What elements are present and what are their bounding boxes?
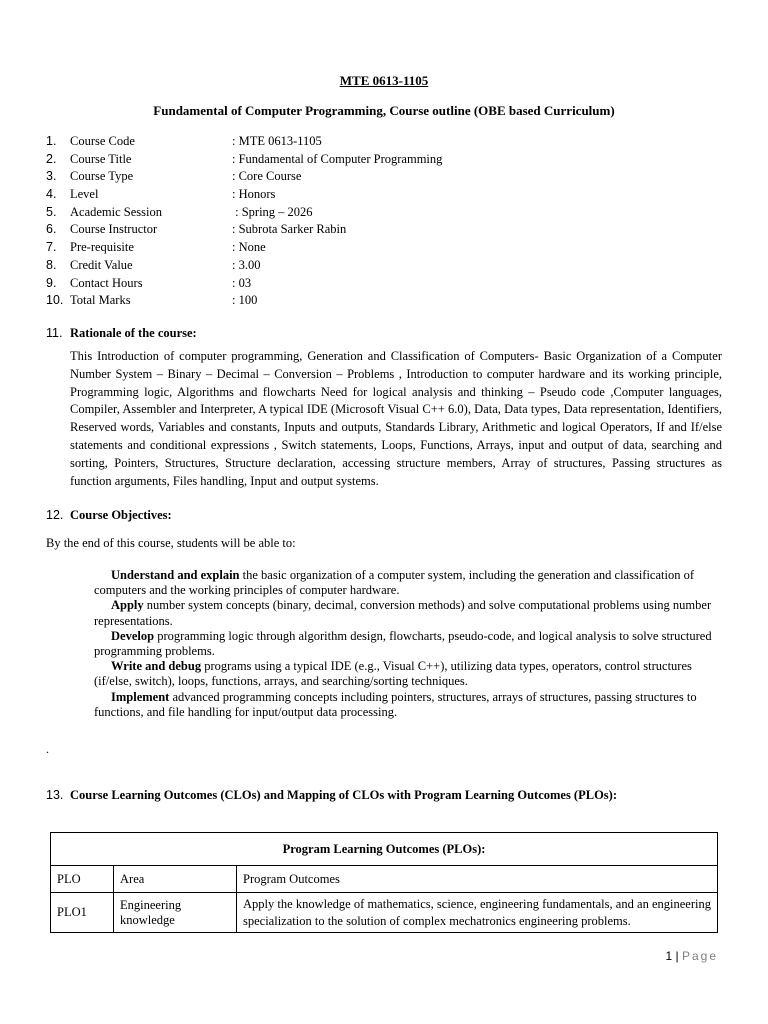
info-number: 4. (46, 187, 57, 202)
info-label: Academic Session (70, 204, 162, 219)
clo-heading (46, 788, 617, 803)
objective-lead: Apply (111, 598, 144, 613)
objectives-list (94, 568, 724, 720)
area-cell: Engineering knowledge (114, 893, 237, 933)
info-row (46, 151, 696, 169)
info-number: 3. (46, 169, 57, 184)
page-label: Page (681, 949, 718, 963)
info-row (46, 204, 696, 222)
info-label: Pre-requisite (70, 240, 134, 255)
info-value: : None (232, 240, 266, 255)
section-title: Course Objectives: (70, 508, 172, 522)
objective-item (94, 598, 724, 628)
plo-cell: PLO1 (51, 893, 114, 933)
info-label: Credit Value (70, 257, 133, 272)
rationale-heading (46, 326, 197, 341)
info-row (46, 221, 696, 239)
info-value: : Honors (232, 187, 276, 202)
info-label: Level (70, 187, 99, 202)
objective-text: programming logic through algorithm design, flowcharts, pseudo-code, and logical analysis to solve structured programming problems. (94, 628, 712, 659)
info-number: 8. (46, 257, 57, 272)
objective-item (94, 629, 724, 659)
section-number: 12. (46, 508, 64, 522)
objective-item (94, 690, 724, 720)
objective-text: advanced programming concepts including pointers, structures, arrays of structures, passing structures to functions, and file handling for input/output data processing. (94, 689, 697, 719)
info-number: 6. (46, 222, 57, 237)
info-row (46, 257, 696, 275)
objective-text: number system concepts (binary, decimal, conversion methods) and solve computational problems using number representations. (94, 598, 712, 628)
table-header-row (51, 866, 718, 893)
rationale-body: This Introduction of computer programming, Generation and Classification of Computers- Basic Organization of a Computer Number System – Binary – Decimal – Conversion – Problems , Introduction to computer hardware and its working principle, Programming logic, Algorithms and flowcharts Need for logical analysis and thinking – Pseudo code ,Computer languages, Compiler, Assembler and Interpreter, A typical IDE (Microsoft Visual C++ 6.0), Data, Data types, Data representation, Identifiers, Reserved words, Variables and constants, Inputs and outputs, Standards Library, Arithmetic and logical Operators, If and If/else statements and conditional expressions , Switch statements, Loops, Functions, Arrays, input and output of data, searching and sorting, Pointers, Structures, Structure declaration, accessing structure members, Array of structures, Passing structures as function arguments, Files handling, Input and output systems. (70, 349, 722, 488)
objective-lead: Develop (111, 628, 155, 643)
objective-item (94, 568, 724, 598)
info-row (46, 239, 696, 257)
outcome-cell: Apply the knowledge of mathematics, science, engineering fundamentals, and an engineering specialization to the solution of complex mechatronics engineering problems. (237, 893, 718, 933)
section-number: 13. (46, 788, 64, 802)
section-title: Course Learning Outcomes (CLOs) and Mapping of CLOs with Program Learning Outcomes (PLOs): (70, 788, 617, 802)
course-info-list (46, 133, 696, 310)
info-value: : Core Course (232, 169, 302, 184)
info-number: 10. (46, 293, 64, 308)
plo-table-caption: Program Learning Outcomes (PLOs): (51, 833, 718, 866)
info-value: : Spring – 2026 (232, 204, 313, 219)
info-number: 5. (46, 204, 57, 219)
info-value: : Fundamental of Computer Programming (232, 151, 443, 166)
info-label: Course Type (70, 169, 134, 184)
info-number: 7. (46, 240, 57, 255)
objective-text: programs using a typical IDE (e.g., Visual C++), utilizing data types, operators, control structures (if/else, switch), loops, functions, arrays, and searching/sorting techniques. (94, 659, 692, 689)
info-label: Course Instructor (70, 222, 158, 237)
info-label: Course Code (70, 134, 135, 148)
info-value: : 03 (232, 275, 252, 290)
page-number: 1 (665, 949, 673, 963)
info-row (46, 186, 696, 204)
info-number: 1. (46, 134, 57, 148)
stray-dot: . (46, 742, 49, 756)
objectives-intro: By the end of this course, students will be able to: (46, 536, 296, 550)
info-number: 9. (46, 275, 57, 290)
info-value: : 3.00 (232, 257, 261, 272)
info-value: : MTE 0613-1105 (232, 134, 322, 148)
info-label: Total Marks (70, 293, 131, 308)
info-number: 2. (46, 151, 57, 166)
objective-lead: Understand and explain (111, 568, 240, 582)
column-header-area: Area (114, 866, 237, 893)
info-row (46, 292, 696, 310)
info-label: Course Title (70, 151, 132, 166)
document-title: Fundamental of Computer Programming, Course outline (OBE based Curriculum) (153, 103, 615, 118)
objective-lead: Implement (111, 689, 170, 704)
info-label: Contact Hours (70, 275, 143, 290)
table-row (51, 893, 718, 933)
info-row (46, 168, 696, 186)
info-value: : 100 (232, 293, 258, 308)
objective-text: the basic organization of a computer system, including the generation and classification of computers and the working principles of computer hardware. (94, 568, 695, 598)
objective-item (94, 659, 724, 689)
info-value: : Subrota Sarker Rabin (232, 222, 347, 237)
footer-separator: | (675, 949, 679, 963)
section-number: 11. (46, 326, 63, 340)
info-row (46, 133, 696, 151)
objectives-heading (46, 508, 172, 523)
plo-table (50, 832, 718, 933)
section-title: Rationale of the course: (70, 326, 197, 340)
course-code-heading: MTE 0613-1105 (339, 73, 429, 88)
info-row (46, 275, 696, 293)
column-header-plo: PLO (51, 866, 114, 893)
page-footer (665, 949, 718, 963)
objective-lead: Write and debug (111, 659, 202, 674)
column-header-outcomes: Program Outcomes (237, 866, 718, 893)
